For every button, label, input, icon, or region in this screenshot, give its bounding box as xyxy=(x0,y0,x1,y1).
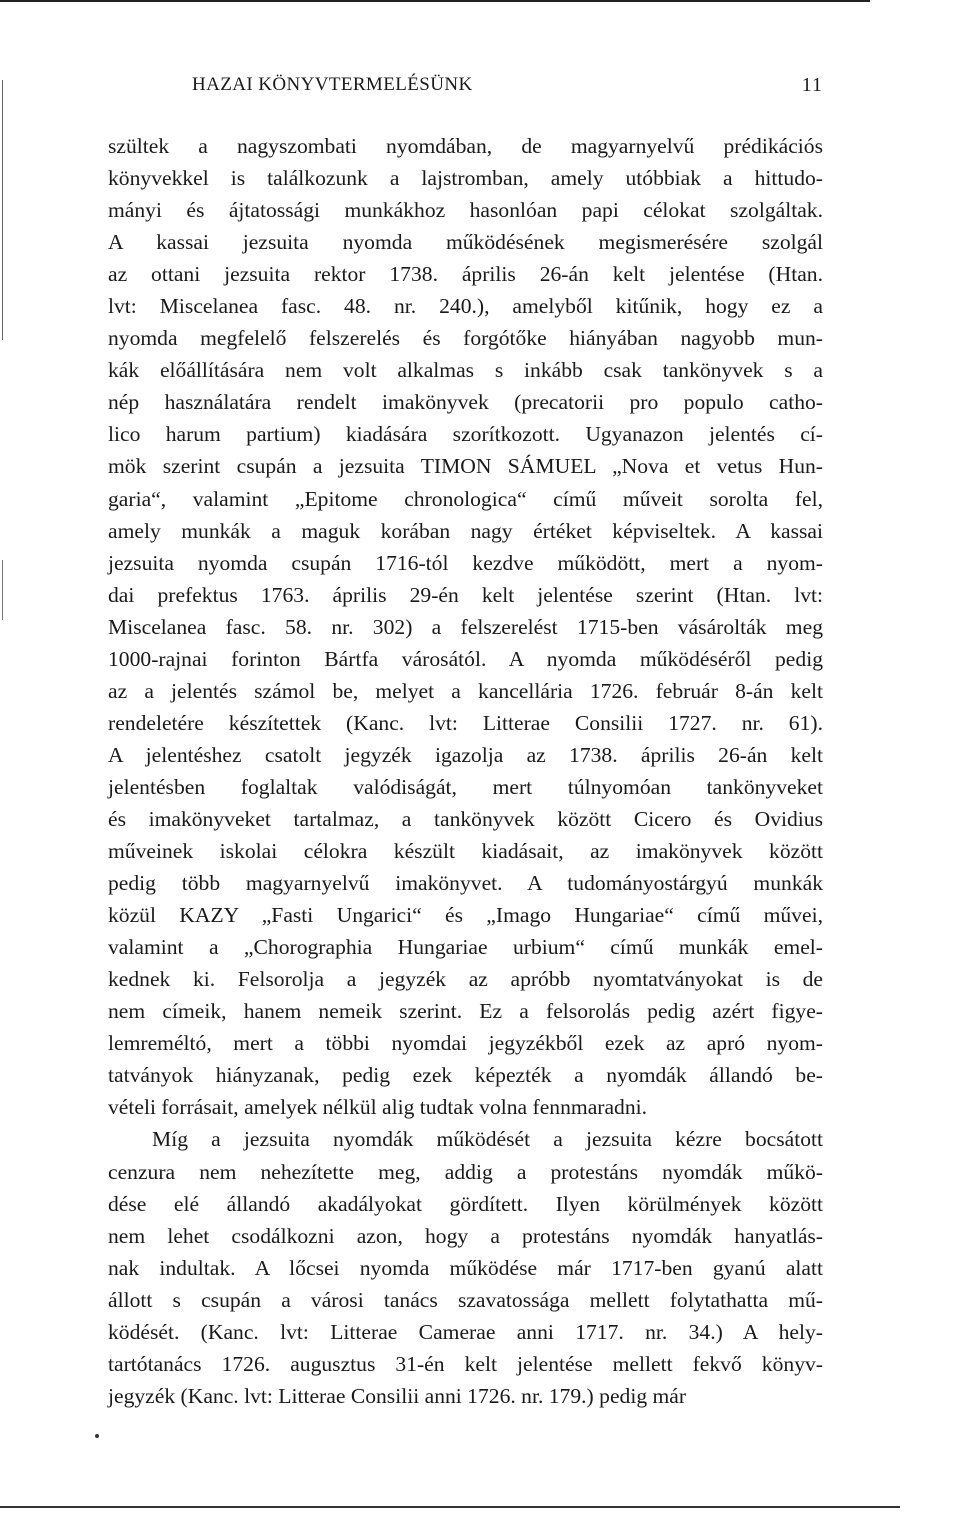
text-line: mányi és ájtatossági munkákhoz hasonlóan papi célokat szolgáltak. xyxy=(108,198,823,223)
text-line: Miscelanea fasc. 58. nr. 302) a felszerelést 1715-ben vásárolták meg xyxy=(108,614,823,639)
text-line: pedig több magyarnyelvű imakönyvet. A tudományostárgyú munkák xyxy=(108,871,823,896)
text-line: nyomda megfelelő felszerelés és forgótőke hiányában nagyobb mun- xyxy=(108,326,823,351)
text-line: könyvekkel is találkozunk a lajstromban, amely utóbbiak a hittudo- xyxy=(108,166,823,191)
text-line: garia“, valamint „Epitome chronologica“ című műveit sorolta fel, xyxy=(108,486,823,511)
scan-edge-left xyxy=(2,80,3,340)
text-line: jezsuita nyomda csupán 1716-tól kezdve működött, mert a nyom- xyxy=(108,550,823,575)
text-line: lico harum partium) kiadására szorítkozott. Ugyanazon jelentés cí- xyxy=(108,422,823,447)
text-line: lvt: Miscelanea fasc. 48. nr. 240.), amelyből kitűnik, hogy ez a xyxy=(108,294,823,319)
text-line: jelentésben foglaltak valódiságát, mert túlnyomóan tankönyveket xyxy=(108,774,823,799)
scan-edge-gap xyxy=(870,0,960,10)
text-line: mök szerint csupán a jezsuita TIMON SÁMUEL „Nova et vetus Hun- xyxy=(108,454,823,479)
text-line: dése elé állandó akadályokat gördített. Ilyen körülmények között xyxy=(108,1191,823,1216)
page-number: 11 xyxy=(801,74,823,96)
text-line: A kassai jezsuita nyomda működésének megismerésére szolgál xyxy=(108,230,823,255)
text-line: tartótanács 1726. augusztus 31-én kelt jelentése mellett fekvő könyv- xyxy=(108,1351,823,1376)
scan-edge-bottom xyxy=(0,1506,900,1508)
text-line: rendeletére készítettek (Kanc. lvt: Litterae Consilii 1727. nr. 61). xyxy=(108,710,823,735)
text-line: 1000-rajnai forinton Bártfa városától. A nyomda működéséről pedig xyxy=(108,646,823,671)
text-line: kák előállítására nem volt alkalmas s inkább csak tankönyvek s a xyxy=(108,358,823,383)
text-line: valamint a „Chorographia Hungariae urbium“ című munkák emel- xyxy=(108,935,823,960)
scan-edge-left-lower xyxy=(2,560,3,620)
ink-speck xyxy=(95,1434,99,1438)
text-line: az a jelentés számol be, melyet a kancellária 1726. február 8-án kelt xyxy=(108,678,823,703)
text-line: amely munkák a maguk korában nagy értéket képviseltek. A kassai xyxy=(108,518,823,543)
text-line: nem címeik, hanem nemeik szerint. Ez a felsorolás pedig azért figye- xyxy=(108,999,823,1024)
text-line: az ottani jezsuita rektor 1738. április 26-án kelt jelentése (Htan. xyxy=(108,262,823,287)
text-line: szültek a nagyszombati nyomdában, de magyarnyelvű prédikációs xyxy=(108,134,823,158)
running-head xyxy=(108,72,823,104)
text-line: A jelentéshez csatolt jegyzék igazolja az 1738. április 26-án kelt xyxy=(108,742,823,767)
text-line: Míg a jezsuita nyomdák működését a jezsuita kézre bocsátott xyxy=(152,1127,823,1152)
text-line: cenzura nem nehezítette meg, addig a protestáns nyomdák műkö- xyxy=(108,1159,823,1184)
body-text xyxy=(108,130,823,1412)
text-line: lemreméltó, mert a többi nyomdai jegyzékből ezek az apró nyom- xyxy=(108,1031,823,1056)
scan-edge-top xyxy=(0,0,960,2)
text-line: vételi forrásait, amelyek nélkül alig tudtak volna fennmaradni. xyxy=(108,1095,648,1120)
text-line: közül KAZY „Fasti Ungarici“ és „Imago Hungariae“ című művei, xyxy=(108,903,823,928)
text-line: nép használatára rendelt imakönyvek (precatorii pro populo catho- xyxy=(108,390,823,415)
text-line: kednek ki. Felsorolja a jegyzék az apróbb nyomtatványokat is de xyxy=(108,967,823,992)
text-line: nem lehet csodálkozni azon, hogy a protestáns nyomdák hanyatlás- xyxy=(108,1223,823,1248)
text-line: ködését. (Kanc. lvt: Litterae Camerae anni 1717. nr. 34.) A hely- xyxy=(108,1319,823,1344)
text-line: nak indultak. A lőcsei nyomda működése már 1717-ben gyanú alatt xyxy=(108,1255,823,1280)
text-line: műveinek iskolai célokra készült kiadásait, az imakönyvek között xyxy=(108,839,823,864)
running-head-title: HAZAI KÖNYVTERMELÉSÜNK xyxy=(192,74,473,95)
text-line: jegyzék (Kanc. lvt: Litterae Consilii anni 1726. nr. 179.) pedig már xyxy=(108,1383,687,1408)
text-line: és imakönyveket tartalmaz, a tankönyvek között Cicero és Ovidius xyxy=(108,806,823,831)
text-line: tatványok hiányzanak, pedig ezek képezték a nyomdák állandó be- xyxy=(108,1063,823,1088)
text-line: dai prefektus 1763. április 29-én kelt jelentése szerint (Htan. lvt: xyxy=(108,582,823,607)
text-line: állott s csupán a városi tanács szavatossága mellett folytathatta mű- xyxy=(108,1287,823,1312)
